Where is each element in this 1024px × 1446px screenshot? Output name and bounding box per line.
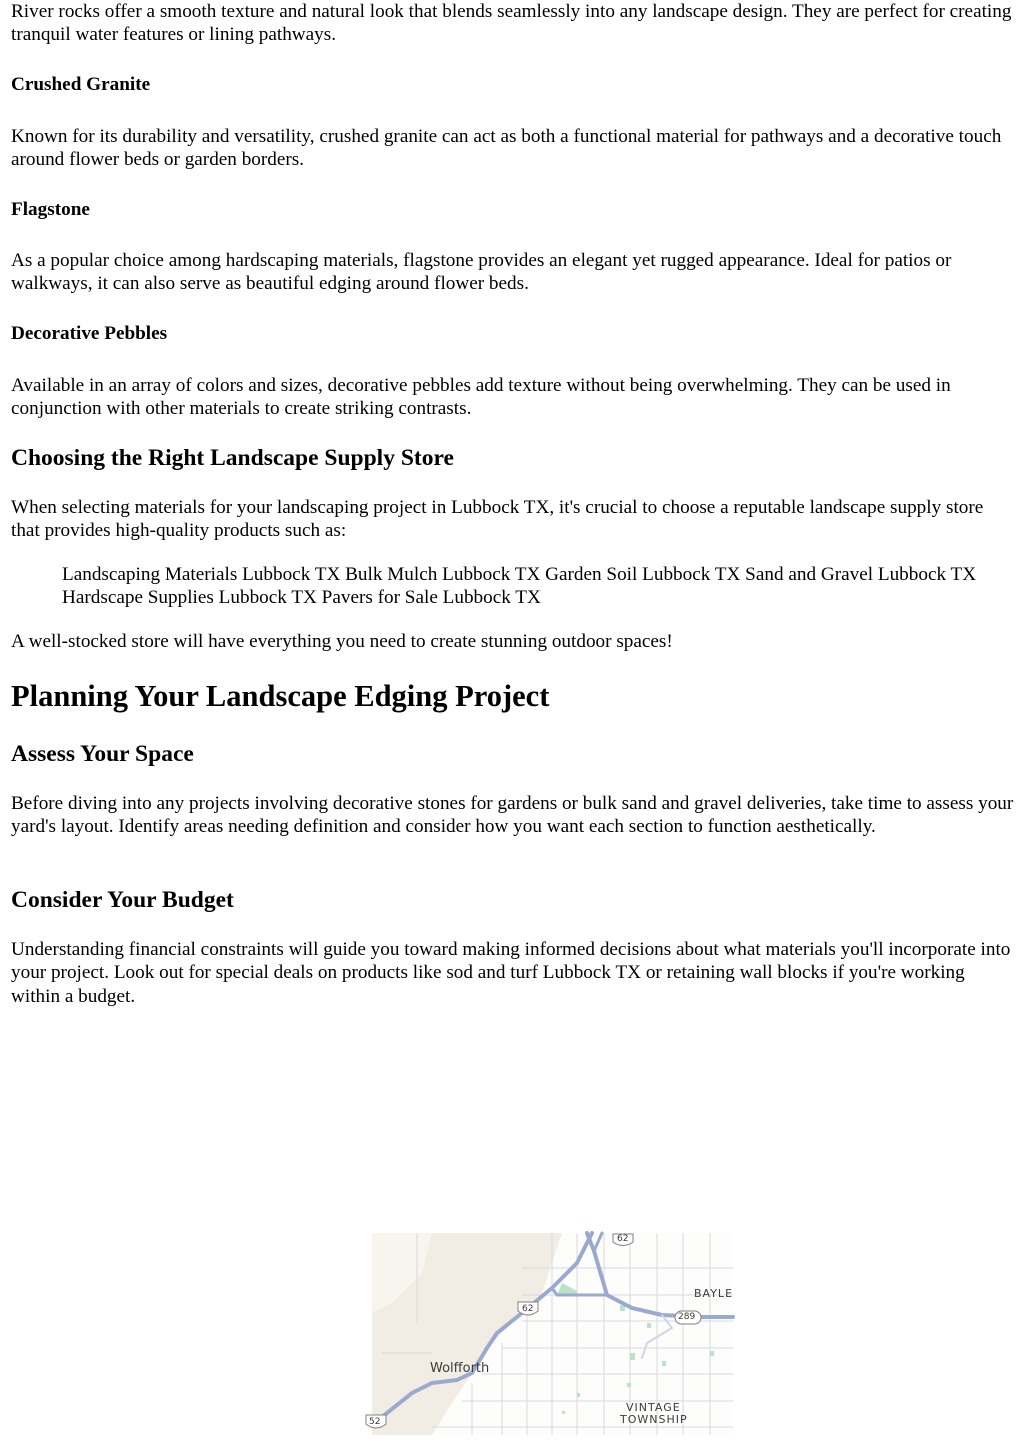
paragraph-well-stocked: A well-stocked store will have everything you need to create stunning outdoor spaces! <box>11 631 673 652</box>
paragraph-consider-budget: Understanding financial constraints will guide you toward making informed decisions about what materials you'll incorporate into your project. Look out for special deals on products like sod and turf Lubbock TX or retaining wall blocks if you're working within a budget. <box>11 939 1011 1007</box>
map-label-bayle: BAYLE <box>694 1287 734 1300</box>
map-label-vintage: VINTAGE <box>626 1401 681 1414</box>
heading-choosing-store: Choosing the Right Landscape Supply Store <box>11 445 454 471</box>
paragraph-crushed-granite: Known for its durability and versatility, crushed granite can act as both a functional material for pathways and a decorative touch around flower beds or garden borders. <box>11 126 1002 171</box>
heading-decorative-pebbles: Decorative Pebbles <box>11 323 168 344</box>
paragraph-choosing-store: When selecting materials for your landscaping project in Lubbock TX, it's crucial to choose a reputable landscape supply store that provides high-quality products such as: <box>11 497 984 542</box>
heading-assess-space: Assess Your Space <box>11 741 194 767</box>
paragraph-decorative-pebbles: Available in an array of colors and sizes, decorative pebbles add texture without being overwhelming. They can be used in conjunction with other materials to create striking contrasts. <box>11 375 951 420</box>
map-label-wolfforth: Wolfforth <box>430 1361 490 1376</box>
intro-paragraph: River rocks offer a smooth texture and natural look that blends seamlessly into any landscape design. They are perfect for creating tranquil water features or lining pathways. <box>11 1 1012 46</box>
paragraph-flagstone: As a popular choice among hardscaping materials, flagstone provides an elegant yet rugged appearance. Ideal for patios or walkways, it can also serve as beautiful edging around flower beds. <box>11 250 952 295</box>
location-map[interactable] <box>369 1233 734 1435</box>
shield-label-tx289: 289 <box>678 1312 696 1322</box>
shield-label-us62-mid: 62 <box>522 1304 534 1314</box>
heading-consider-budget: Consider Your Budget <box>11 887 234 913</box>
map-label-township: TOWNSHIP <box>620 1413 688 1426</box>
heading-planning: Planning Your Landscape Edging Project <box>11 679 550 713</box>
shield-label-us62-left: 52 <box>369 1417 381 1427</box>
paragraph-assess-space: Before diving into any projects involving decorative stones for gardens or bulk sand and gravel deliveries, take time to assess your yard's layout. Identify areas needing definition and consider how you want each section to function aesthetically. <box>11 793 1014 838</box>
heading-crushed-granite: Crushed Granite <box>11 74 151 95</box>
product-list-quote: Landscaping Materials Lubbock TX Bulk Mulch Lubbock TX Garden Soil Lubbock TX Sand and Gravel Lubbock TX Hardscape Supplies Lubbock TX Pavers for Sale Lubbock TX <box>62 564 977 609</box>
heading-flagstone: Flagstone <box>11 199 90 220</box>
shield-label-us62-top: 62 <box>617 1234 629 1244</box>
